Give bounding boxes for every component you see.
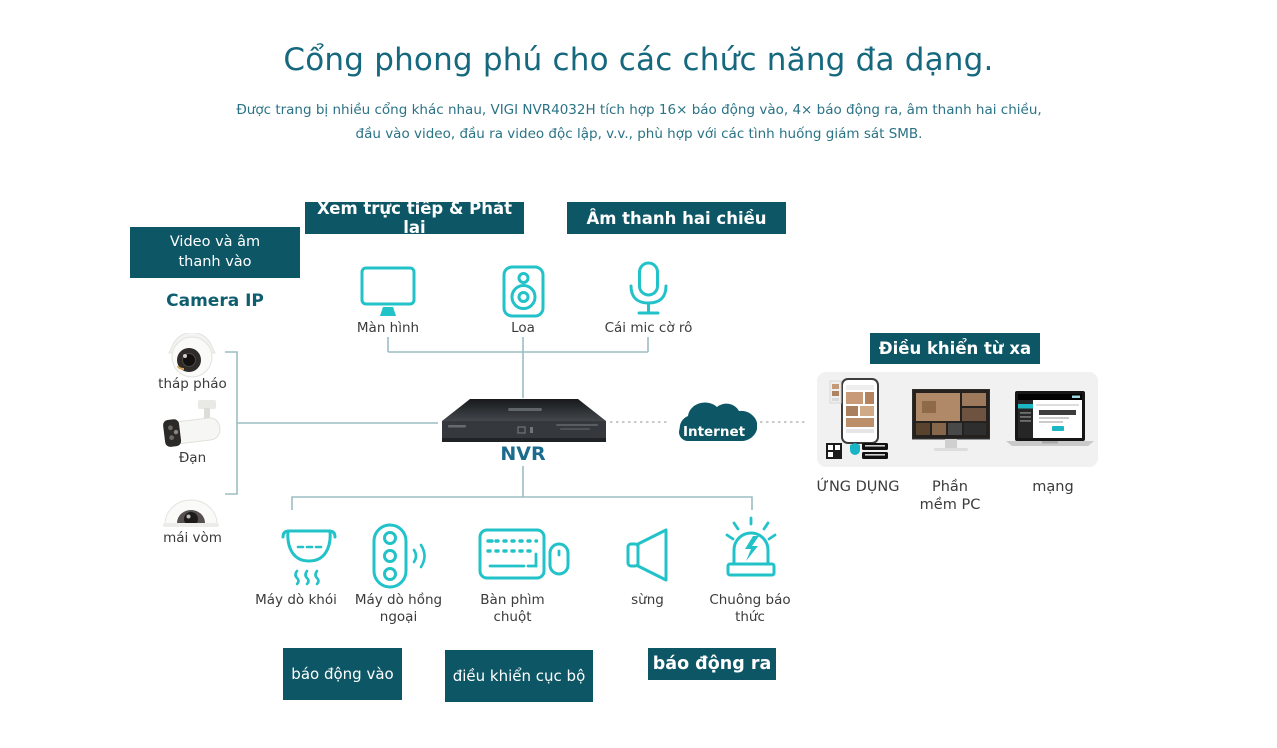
- dome-camera-label: mái vòm: [163, 530, 222, 546]
- app-phone-image: [826, 377, 890, 463]
- dome-camera-image: [160, 486, 222, 530]
- remote-web-label: mạng: [1032, 479, 1074, 495]
- smoke-detector-icon: [281, 527, 337, 587]
- smoke-detector-label: Máy dò khói: [255, 592, 337, 608]
- local-control-tag: điều khiển cục bộ: [445, 650, 593, 702]
- alarm-in-tag: báo động vào: [283, 648, 402, 700]
- section-remote-control: Điều khiển từ xa: [870, 333, 1040, 364]
- pc-software-image: [912, 389, 990, 453]
- nvr-device-image: [438, 397, 608, 447]
- internet-cloud: [671, 397, 757, 445]
- keyboard-mouse-label: Bàn phìm chuột: [480, 592, 545, 625]
- section-two-way-audio: Âm thanh hai chiều: [567, 202, 786, 234]
- svg-text:Internet: Internet: [682, 424, 746, 440]
- monitor-icon: [360, 266, 416, 317]
- camera-ip-group-label: Camera IP: [166, 291, 264, 311]
- horn-icon: [626, 528, 670, 582]
- section-video-audio-in: Video và âm thanh vào: [130, 227, 300, 278]
- turret-camera-label: tháp pháo: [158, 376, 227, 392]
- ir-detector-icon: [372, 523, 430, 589]
- alarm-out-tag: báo động ra: [648, 648, 776, 680]
- bullet-camera-label: Đạn: [178, 450, 207, 466]
- bullet-camera-image: [160, 398, 226, 450]
- alarm-bell-icon: [722, 516, 780, 584]
- microphone-icon: [628, 261, 669, 321]
- nvr-label: NVR: [500, 443, 546, 465]
- speaker-icon: [502, 265, 545, 318]
- horn-label: sừng: [631, 592, 664, 608]
- speaker-label: Loa: [511, 320, 535, 336]
- monitor-label: Màn hình: [356, 320, 420, 336]
- web-laptop-image: [1006, 391, 1094, 451]
- turret-camera-image: [158, 333, 226, 379]
- remote-app-label: ỨNG DỤNG: [816, 479, 900, 495]
- microphone-label: Cái mic cờ rô: [604, 320, 693, 336]
- alarm-bell-label: Chuông báo thức: [709, 592, 791, 625]
- page-title: Cổng phong phú cho các chức năng đa dạng.: [283, 42, 994, 78]
- ir-detector-label: Máy dò hồng ngoại: [354, 592, 443, 625]
- section-live-view-playback: Xem trực tiếp & Phát lại: [305, 202, 524, 234]
- keyboard-mouse-icon: [478, 528, 570, 582]
- remote-pc-software-label: Phần mềm PC: [919, 479, 981, 514]
- page-subtitle: Được trang bị nhiều cổng khác nhau, VIGI NVR4032H tích hợp 16× báo động vào, 4× báo động ra, âm thanh hai chiều, đầu vào video, đầu ra video độc lập, v.v., phù hợp với các tình huống giám sát SMB.: [236, 102, 1042, 142]
